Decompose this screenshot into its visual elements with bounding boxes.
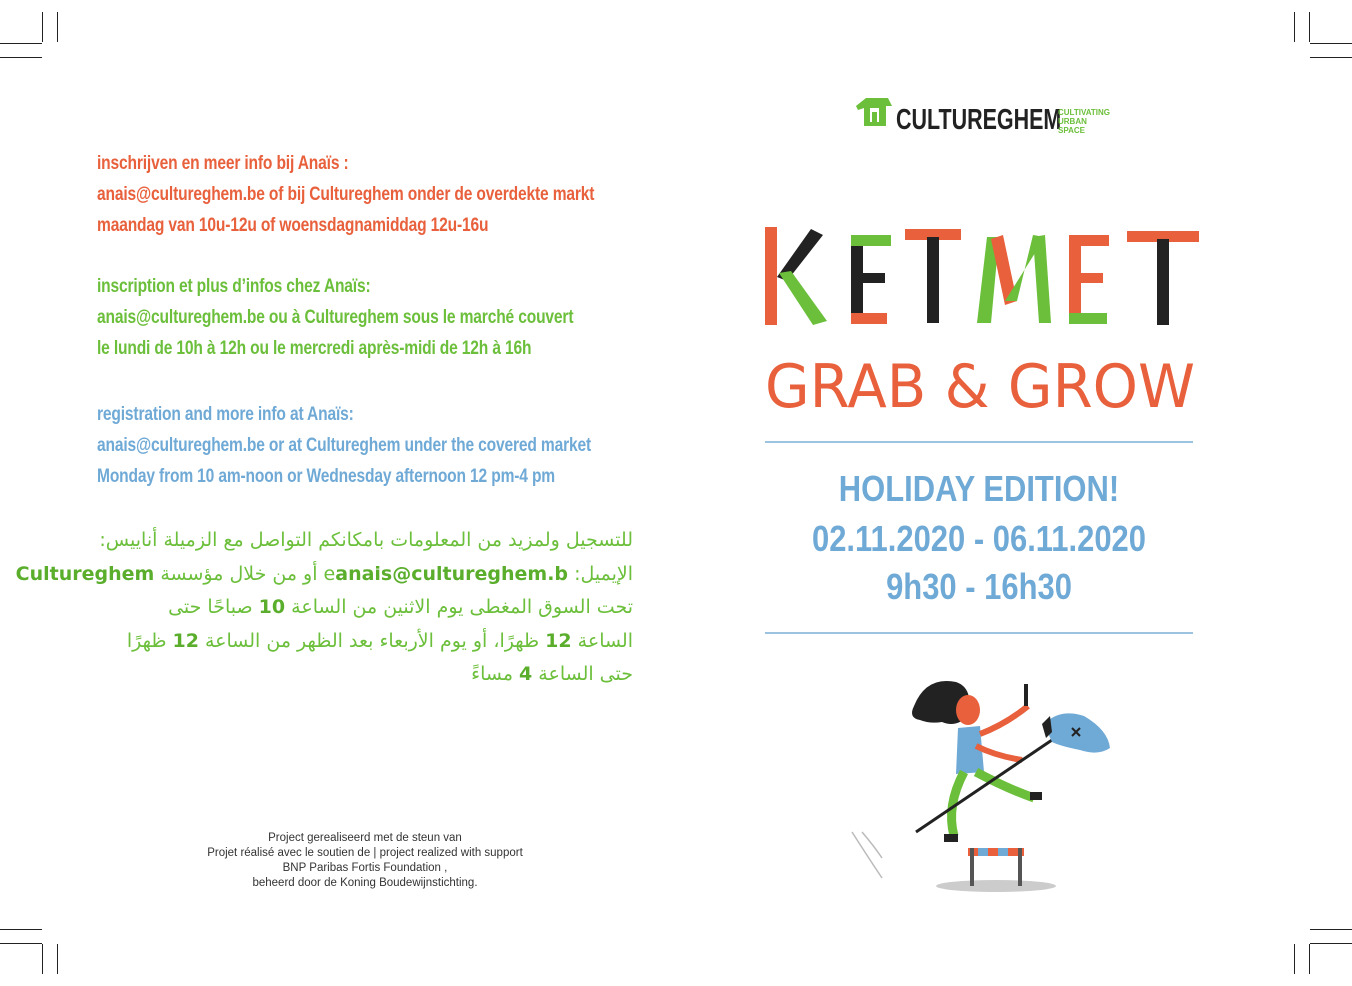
info-dutch-line: maandag van 10u-12u of woensdagnamiddag 12u-16u — [97, 215, 489, 236]
info-dutch — [97, 148, 657, 241]
info-arabic-line — [100, 524, 633, 558]
arabic-text: حتى الساعة — [532, 663, 633, 685]
crop-mark — [0, 943, 42, 944]
info-french-line: le lundi de 10h à 12h ou le mercredi après-midi de 12h à 16h — [97, 338, 532, 359]
arabic-number: 12 — [545, 629, 572, 652]
info-arabic — [15, 524, 633, 692]
info-arabic-line — [100, 658, 633, 692]
crop-mark — [0, 57, 42, 58]
crop-mark — [1310, 929, 1352, 930]
info-french-email-line: anais@cultureghem.be ou à Cultureghem sous le marché couvert — [97, 307, 574, 328]
crop-mark — [57, 944, 58, 974]
event-dates: 02.11.2020 - 06.11.2020 — [811, 518, 1147, 559]
arabic-text: للتسجيل ولمزيد من المعلومات بامكانكم التواصل مع الزميلة أناييس: — [99, 529, 633, 551]
info-dutch-email-line: anais@cultureghem.be of bij Cultureghem onder de overdekte markt — [97, 184, 595, 205]
sponsor-line: Projet réalisé avec le soutien de | project realized with support — [207, 847, 523, 859]
divider-top — [765, 441, 1193, 443]
cultureghem-logo-icon — [852, 96, 896, 136]
sponsor-credits — [150, 831, 580, 891]
crop-mark — [1294, 944, 1295, 974]
logo-tagline — [1058, 108, 1110, 135]
ketmet-wordmark — [765, 227, 1199, 325]
info-french — [97, 271, 657, 364]
holiday-edition: HOLIDAY EDITION! — [838, 468, 1120, 509]
info-dutch-line: inschrijven en meer info bij Anaïs : — [97, 153, 349, 174]
crop-mark — [0, 929, 42, 930]
arabic-text: ظهرًا، أو يوم الأربعاء بعد الظهر من الساعة — [198, 629, 546, 652]
crop-mark — [1310, 943, 1352, 944]
crop-mark — [42, 944, 43, 974]
arabic-number: 12 — [172, 629, 199, 652]
divider-bottom — [765, 632, 1193, 634]
sponsor-line: BNP Paribas Fortis Foundation , — [282, 862, 448, 874]
info-arabic-line — [100, 591, 633, 625]
crop-mark — [1309, 944, 1310, 974]
crop-mark — [1310, 57, 1352, 58]
arabic-text: الإيميل: — [568, 562, 633, 585]
crop-mark — [1294, 12, 1295, 42]
info-english-email-line: anais@cultureghem.be or at Cultureghem under the covered market — [97, 435, 592, 456]
event-hours: 9h30 - 16h30 — [886, 566, 1072, 607]
arabic-text: الساعة — [571, 629, 633, 652]
cultureghem-logo — [852, 94, 1112, 144]
info-english — [97, 399, 657, 492]
info-french-line: inscription et plus d’infos chez Anaïs: — [97, 276, 371, 297]
arabic-email: anais@cultureghem.b — [335, 562, 569, 585]
logo-wordmark: CULTUREGHEM — [896, 104, 1062, 136]
arabic-number: 10 — [258, 596, 286, 618]
arabic-text: e أو من خلال مؤسسة — [154, 562, 336, 585]
crop-mark — [1310, 43, 1352, 44]
arabic-text: تحت السوق المغطى يوم الاثنين من الساعة — [285, 596, 633, 618]
info-english-line: registration and more info at Anaïs: — [97, 404, 354, 425]
sponsor-line: Project gerealiseerd met de steun van — [268, 832, 462, 844]
arabic-number: 4 — [519, 663, 533, 685]
arabic-text: صباحًا حتى — [168, 596, 259, 618]
crop-mark — [1309, 12, 1310, 42]
info-arabic-line — [100, 625, 633, 659]
arabic-text: ظهرًا — [126, 629, 173, 652]
crop-mark — [57, 12, 58, 42]
crop-mark — [42, 12, 43, 42]
info-arabic-line — [15, 558, 633, 592]
hobby-horse-illustration — [846, 676, 1126, 896]
info-english-line: Monday from 10 am-noon or Wednesday afternoon 12 pm-4 pm — [97, 466, 555, 487]
logo-tagline-line: URBAN — [1058, 117, 1087, 126]
grab-grow-subtitle: GRAB & GROW — [765, 352, 1195, 422]
arabic-text: مساءً — [471, 663, 520, 685]
arabic-org-name: Cultureghem — [15, 562, 155, 585]
logo-tagline-line: SPACE — [1058, 126, 1085, 135]
sponsor-line: beheerd door de Koning Boudewijnstichting. — [252, 877, 478, 889]
logo-tagline-line: CULTIVATING — [1058, 108, 1110, 117]
ketmet-title — [755, 215, 1205, 425]
crop-mark — [0, 43, 42, 44]
